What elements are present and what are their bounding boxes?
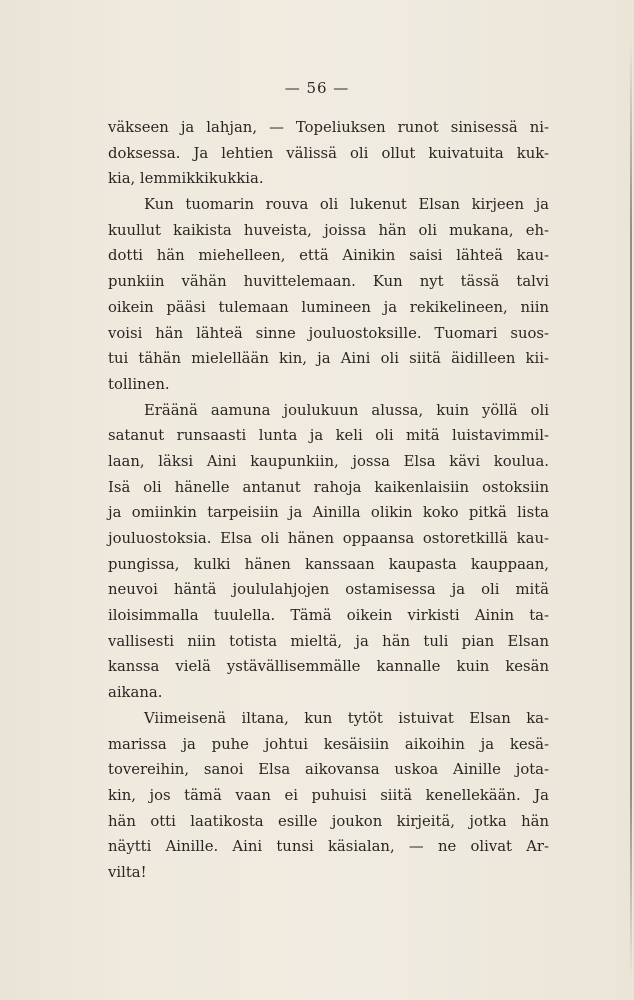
text-line: satanut runsaasti lunta ja keli oli mitä luistavimmil- xyxy=(108,427,549,445)
body-text xyxy=(108,115,549,886)
page-number: — 56 — xyxy=(284,79,350,97)
text-line: tovereihin, sanoi Elsa aikovansa uskoa Ainille jota- xyxy=(108,761,549,779)
text-line: kia, lemmikkikukkia. xyxy=(108,170,264,188)
text-line: marissa ja puhe johtui kesäisiin aikoihin ja kesä- xyxy=(108,735,549,753)
text-line: tui tähän mielellään kin, ja Aini oli siitä äidilleen kii- xyxy=(108,350,549,368)
text-line: ja omiinkin tarpeisiin ja Ainilla olikin koko pitkä lista xyxy=(108,504,549,522)
text-line: neuvoi häntä joululahjojen ostamisessa ja oli mitä xyxy=(108,581,549,599)
text-line: voisi hän lähteä sinne jouluostoksille. Tuomari suos- xyxy=(108,324,549,342)
text-line: Viimeisenä iltana, kun tytöt istuivat Elsan ka- xyxy=(144,709,549,727)
text-line: laan, läksi Aini kaupunkiin, jossa Elsa kävi koulua. xyxy=(108,452,549,470)
text-line: oikein pääsi tulemaan lumineen ja rekikelineen, niin xyxy=(108,298,549,316)
text-line: näytti Ainille. Aini tunsi käsialan, — ne olivat Ar- xyxy=(108,838,549,856)
text-line: hän otti laatikosta esille joukon kirjeitä, jotka hän xyxy=(108,812,549,830)
page-edge-shadow xyxy=(630,40,632,980)
text-line: vilta! xyxy=(108,863,147,881)
text-line: Kun tuomarin rouva oli lukenut Elsan kirjeen ja xyxy=(144,196,549,214)
text-line: iloisimmalla tuulella. Tämä oikein virkisti Ainin ta- xyxy=(108,607,549,625)
text-line: pungissa, kulki hänen kanssaan kaupasta kauppaan, xyxy=(108,555,549,573)
text-line: väkseen ja lahjan, — Topeliuksen runot sinisessä ni- xyxy=(108,119,549,136)
text-line: punkiin vähän huvittelemaan. Kun nyt tässä talvi xyxy=(108,273,549,291)
text-line: Isä oli hänelle antanut rahoja kaikenlaisiin ostoksiin xyxy=(108,478,549,496)
text-line: kuullut kaikista huveista, joissa hän oli mukana, eh- xyxy=(108,221,549,239)
text-line: Eräänä aamuna joulukuun alussa, kuin yöllä oli xyxy=(144,401,549,419)
text-line: doksessa. Ja lehtien välissä oli ollut kuivatuita kuk- xyxy=(108,144,549,162)
text-line: kanssa vielä ystävällisemmälle kannalle kuin kesän xyxy=(108,658,549,676)
text-line: vallisesti niin totista mieltä, ja hän tuli pian Elsan xyxy=(108,632,549,650)
text-line: aikana. xyxy=(108,684,163,702)
text-line: jouluostoksia. Elsa oli hänen oppaansa ostoretkillä kau- xyxy=(108,530,549,547)
text-line: tollinen. xyxy=(108,375,170,393)
text-line: kin, jos tämä vaan ei puhuisi siitä kenellekään. Ja xyxy=(108,786,549,804)
text-line: dotti hän miehelleen, että Ainikin saisi lähteä kau- xyxy=(108,247,549,265)
